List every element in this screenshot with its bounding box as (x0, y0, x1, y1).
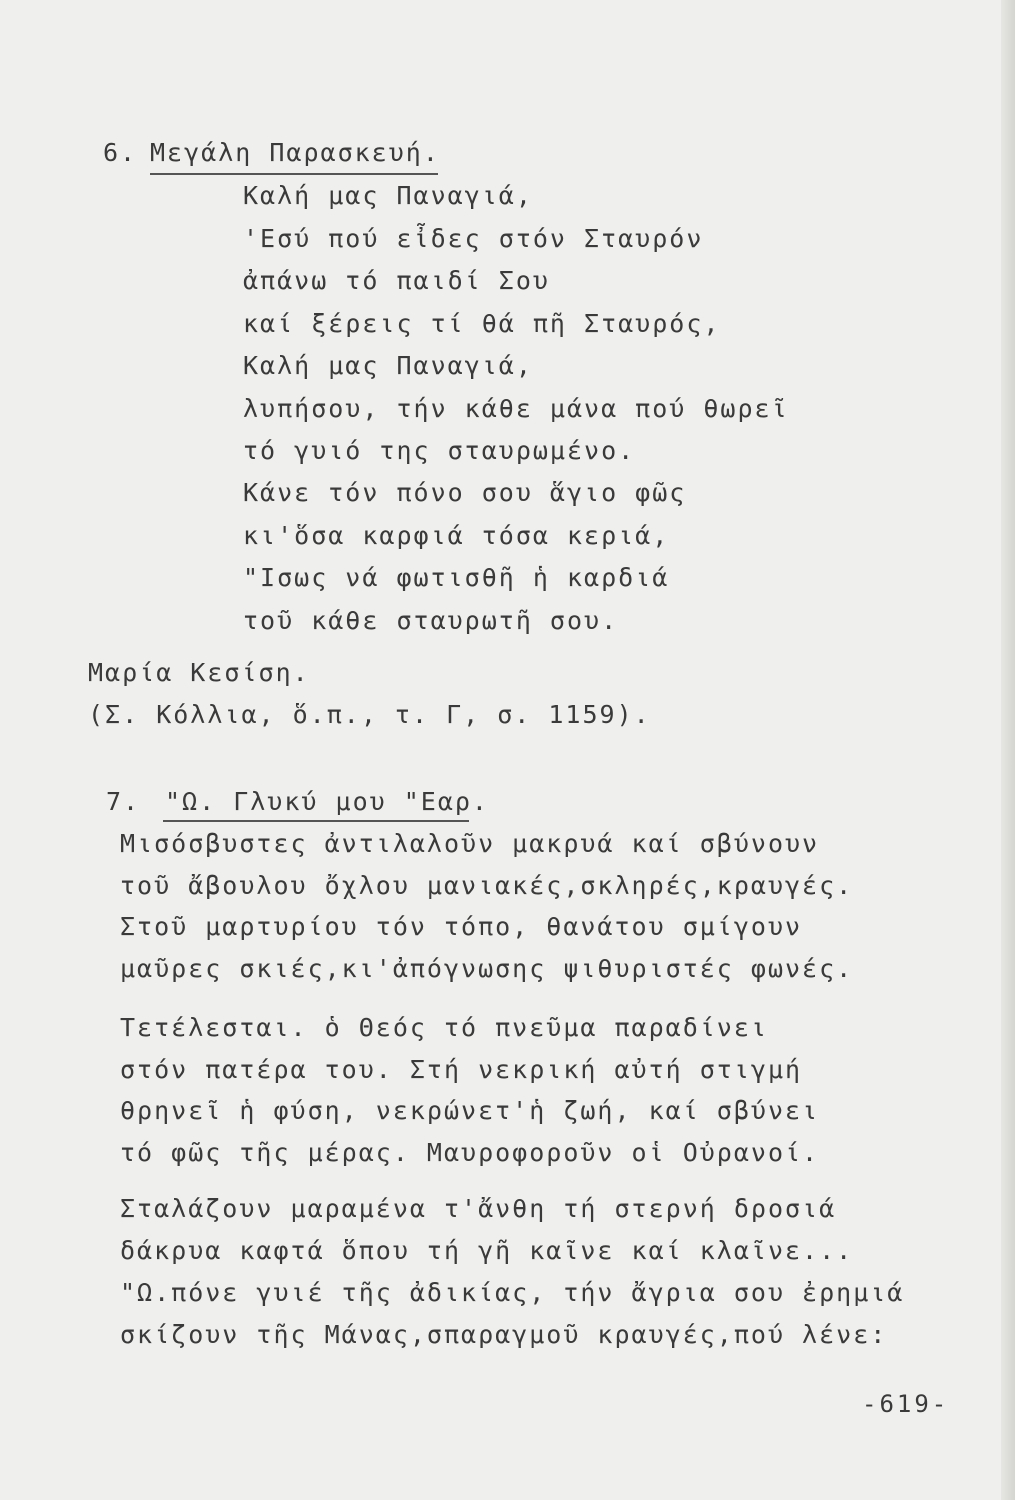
section-7-number: 7. (106, 787, 141, 816)
poem-line: Καλή μας Παναγιά, (243, 351, 533, 380)
poem-line: ἀπάνω τό παιδί Σου (243, 266, 550, 295)
stanza-line: στόν πατέρα του. Στή νεκρική αὐτή στιγμή (120, 1055, 803, 1084)
section-7-title-underline (163, 820, 469, 822)
poem-line: τοῦ κάθε σταυρωτῆ σου. (243, 606, 619, 635)
stanza-line: τοῦ ἄβουλου ὄχλου μανιακές,σκληρές,κραυγές. (120, 871, 854, 900)
stanza-line: Μισόσβυστες ἀντιλαλοῦν μακρυά καί σβύνουν (120, 829, 820, 858)
author-name: Μαρία Κεσίση. (88, 658, 310, 687)
poem-line: Καλή μας Παναγιά, (243, 181, 533, 210)
poem-line: κι'ὅσα καρφιά τόσα κεριά, (243, 521, 670, 550)
poem-line: τό γυιό της σταυρωμένο. (243, 436, 636, 465)
stanza-line: "Ω.πόνε γυιέ τῆς ἀδικίας, τήν ἄγρια σου ἐρημιά (120, 1278, 905, 1307)
section-6-title: Μεγάλη Παρασκευή. (150, 138, 440, 167)
stanza-line: τό φῶς τῆς μέρας. Μαυροφοροῦν οἱ Οὐρανοί. (120, 1138, 820, 1167)
poem-line: "Ισως νά φωτισθῆ ἡ καρδιά (243, 563, 670, 592)
poem-line: 'Εσύ πού εἶδες στόν Σταυρόν (243, 224, 704, 253)
section-7-title: "Ω. Γλυκύ μου "Εαρ. (165, 787, 489, 816)
stanza-line: δάκρυα καφτά ὅπου τή γῆ καῖνε καί κλαῖνε... (120, 1236, 854, 1265)
page-number: -619- (862, 1390, 950, 1418)
section-6-number: 6. (103, 138, 138, 167)
stanza-line: Στοῦ μαρτυρίου τόν τόπο, θανάτου σμίγουν (120, 912, 803, 941)
stanza-line: σκίζουν τῆς Μάνας,σπαραγμοῦ κραυγές,πού λένε: (120, 1320, 888, 1349)
poem-line: λυπήσου, τήν κάθε μάνα πού θωρεῖ (243, 394, 789, 423)
stanza-line: Τετέλεσται. ὁ Θεός τό πνεῦμα παραδίνει (120, 1013, 768, 1042)
poem-line: Κάνε τόν πόνο σου ἅγιο φῶς (243, 478, 687, 507)
stanza-line: Σταλάζουν μαραμένα τ'ἄνθη τή στερνή δροσιά (120, 1194, 837, 1223)
source-citation: (Σ. Κόλλια, ὅ.π., τ. Γ, σ. 1159). (88, 700, 651, 729)
poem-line: καί ξέρεις τί θά πῆ Σταυρός, (243, 309, 721, 338)
section-6-title-underline (150, 173, 438, 175)
stanza-line: θρηνεῖ ἡ φύση, νεκρώνετ'ἡ ζωή, καί σβύνει (120, 1096, 820, 1125)
page-edge (1001, 0, 1015, 1500)
stanza-line: μαῦρες σκιές,κι'ἀπόγνωσης ψιθυριστές φωνές. (120, 954, 854, 983)
